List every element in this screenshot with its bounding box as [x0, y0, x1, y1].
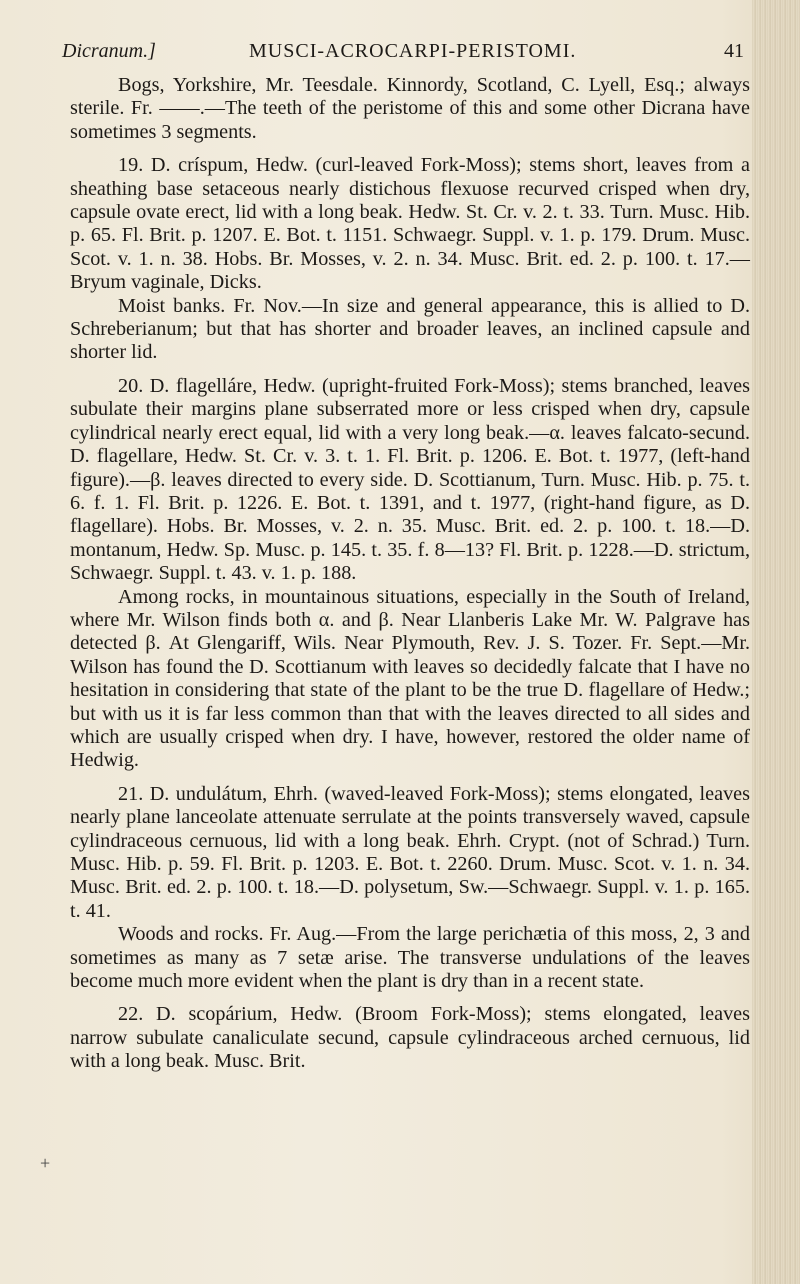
margin-mark: +	[40, 1153, 51, 1173]
paragraph: Moist banks. Fr. Nov.—In size and general appearance, this is allied to D. Schreberianum; but that has shorter and broader leaves, an inclined capsule and shorter lid.	[70, 294, 750, 364]
page-number: 41	[724, 40, 744, 62]
paragraph: Woods and rocks. Fr. Aug.—From the large perichætia of this moss, 2, 3 and sometimes as many as 7 setæ arise. The transverse undulations of the leaves become much more evident when the plant is dry than in a recent state.	[70, 923, 750, 993]
paragraph: Bogs, Yorkshire, Mr. Teesdale. Kinnordy, Scotland, C. Lyell, Esq.; always sterile. Fr. ——.—The teeth of the peristome of this and some other Dicrana have sometimes 3 segments.	[70, 74, 750, 143]
running-header	[62, 40, 754, 70]
paragraph-species-20: 20. D. flagelláre, Hedw. (upright-fruited Fork-Moss); stems branched, leaves subulate their margins plane subserrated more or less crisped when dry, capsule cylindrical nearly erect equal, lid with a very long beak.—α. leaves falcato-secund. D. flagellare, Hedw. St. Cr. v. 3. t. 1. Fl. Brit. p. 1206. E. Bot. t. 1977, (left-hand figure).—β. leaves directed to every side. D. Scottianum, Turn. Musc. Hib. p. 75. t. 6. f. 1. Fl. Brit. p. 1226. E. Bot. t. 1391, and t. 1977, (right-hand figure, as D. flagellare). Hobs. Br. Mosses, v. 2. n. 35. Musc. Brit. ed. 2. p. 100. t. 18.—D. montanum, Hedw. Sp. Musc. p. 145. t. 35. f. 8—13? Fl. Brit. p. 1228.—D. strictum, Schwaegr. Suppl. t. 43. v. 1. p. 188.	[70, 374, 750, 585]
paragraph: Among rocks, in mountainous situations, especially in the South of Ireland, where Mr. Wilson finds both α. and β. Near Llanberis Lake Mr. W. Palgrave has detected β. At Glengariff, Wils. Near Plymouth, Rev. J. S. Tozer. Fr. Sept.—Mr. Wilson has found the D. Scottianum with leaves so decidedly falcate that I have no hesitation in considering that state of the plant to be the true D. flagellare of Hedw.; but with us it is far less common than that with the leaves directed to all sides and which are usually crisped when dry. I have, however, restored the older name of Hedwig.	[70, 585, 750, 772]
page-edge	[752, 0, 800, 1284]
paragraph-species-19: 19. D. críspum, Hedw. (curl-leaved Fork-Moss); stems short, leaves from a sheathing base setaceous nearly distichous flexuose recurved crisped when dry, capsule ovate erect, lid with a long beak. Hedw. St. Cr. v. 2. t. 33. Turn. Musc. Hib. p. 65. Fl. Brit. p. 1207. E. Bot. t. 1151. Schwaegr. Suppl. v. 1. p. 179. Drum. Musc. Scot. v. 1. n. 38. Hobs. Br. Mosses, v. 2. n. 34. Musc. Brit. ed. 2. p. 100. t. 17.—Bryum vaginale, Dicks.	[70, 154, 750, 294]
header-title: MUSCI-ACROCARPI-PERISTOMI.	[249, 40, 577, 62]
header-genus: Dicranum.]	[62, 40, 156, 62]
paragraph-species-21: 21. D. undulátum, Ehrh. (waved-leaved Fork-Moss); stems elongated, leaves nearly plane lanceolate attenuate serrulate at the points transversely waved, capsule cylindraceous cernuous, lid with a long beak. Ehrh. Crypt. (not of Schrad.) Turn. Musc. Hib. p. 59. Fl. Brit. p. 1203. E. Bot. t. 2260. Drum. Musc. Scot. v. 1. n. 34. Musc. Brit. ed. 2. p. 100. t. 18.—D. polysetum, Sw.—Schwaegr. Suppl. v. 1. p. 165. t. 41.	[70, 782, 750, 922]
paragraph-species-22: 22. D. scopárium, Hedw. (Broom Fork-Moss); stems elongated, leaves narrow subulate canaliculate secund, capsule cylindraceous arched cernuous, lid with a long beak. Musc. Brit.	[70, 1003, 750, 1073]
body-text	[70, 74, 750, 1074]
